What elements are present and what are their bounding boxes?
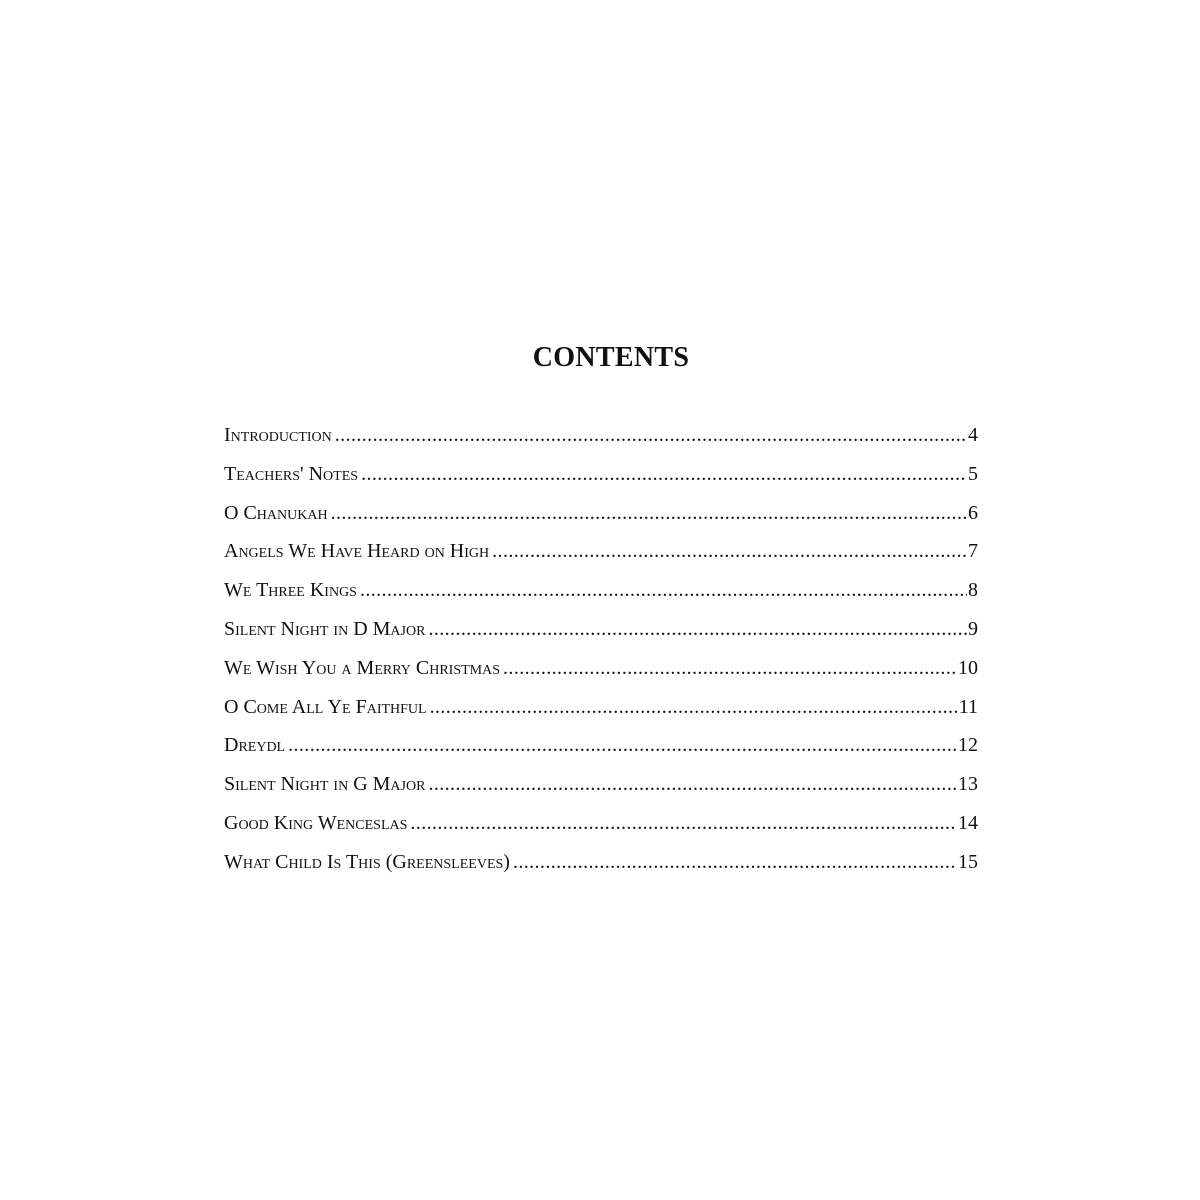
toc-entry-page-number: 11: [958, 695, 978, 718]
dot-leader: [361, 463, 967, 486]
toc-entry-page-number: 15: [958, 850, 978, 873]
toc-entry: [224, 424, 978, 463]
toc-entry-title: O Come All Ye Faithful: [224, 695, 427, 718]
page-title: CONTENTS: [532, 342, 690, 373]
toc-entry-title: Introduction: [224, 424, 332, 446]
toc-entry-title: Teachers' Notes: [224, 462, 359, 485]
toc-entry-title: Dreydl: [224, 734, 286, 757]
toc-entry-title: What Child Is This (Greensleeves): [224, 850, 510, 873]
toc-entry: [224, 657, 978, 696]
toc-entry-page-number: 14: [958, 811, 978, 834]
toc-entry-page-number: 13: [958, 773, 978, 796]
toc-entry-title: We Three Kings: [224, 579, 357, 602]
toc-entry-page-number: 9: [968, 617, 978, 640]
dot-leader: [513, 851, 957, 874]
dot-leader: [410, 812, 957, 835]
dot-leader: [335, 424, 967, 447]
toc-entry-title: Good King Wenceslas: [224, 811, 408, 834]
toc-entry-page-number: 10: [958, 656, 978, 679]
toc-entry-title: Silent Night in D Major: [224, 617, 426, 640]
dot-leader: [492, 540, 967, 563]
toc-entry: [224, 540, 978, 579]
toc-entry: [224, 463, 978, 502]
toc-entry: [224, 618, 978, 657]
dot-leader: [503, 657, 957, 680]
dot-leader: [288, 734, 957, 757]
dot-leader: [428, 618, 967, 641]
dot-leader: [331, 502, 967, 525]
dot-leader: [360, 579, 967, 602]
dot-leader: [428, 773, 957, 796]
toc-entry-page-number: 12: [958, 734, 978, 757]
toc-entry-page-number: 8: [968, 579, 978, 602]
toc-entry-title: We Wish You a Merry Christmas: [224, 656, 501, 679]
toc-entry-page-number: 5: [968, 462, 978, 485]
toc-entry-page-number: 7: [968, 540, 978, 563]
toc-entry-page-number: 4: [968, 424, 978, 446]
toc-entry: [224, 734, 978, 773]
toc-entry: [224, 812, 978, 851]
toc-entry: [224, 773, 978, 812]
table-of-contents: [224, 424, 978, 890]
toc-entry: [224, 502, 978, 541]
toc-entry: [224, 696, 978, 735]
toc-entry-title: Angels We Have Heard on High: [224, 540, 490, 563]
toc-entry-title: Silent Night in G Major: [224, 773, 426, 796]
toc-entry: [224, 579, 978, 618]
toc-entry-page-number: 6: [968, 501, 978, 524]
toc-entry-title: O Chanukah: [224, 501, 328, 524]
dot-leader: [430, 696, 958, 719]
toc-entry: [224, 851, 978, 890]
